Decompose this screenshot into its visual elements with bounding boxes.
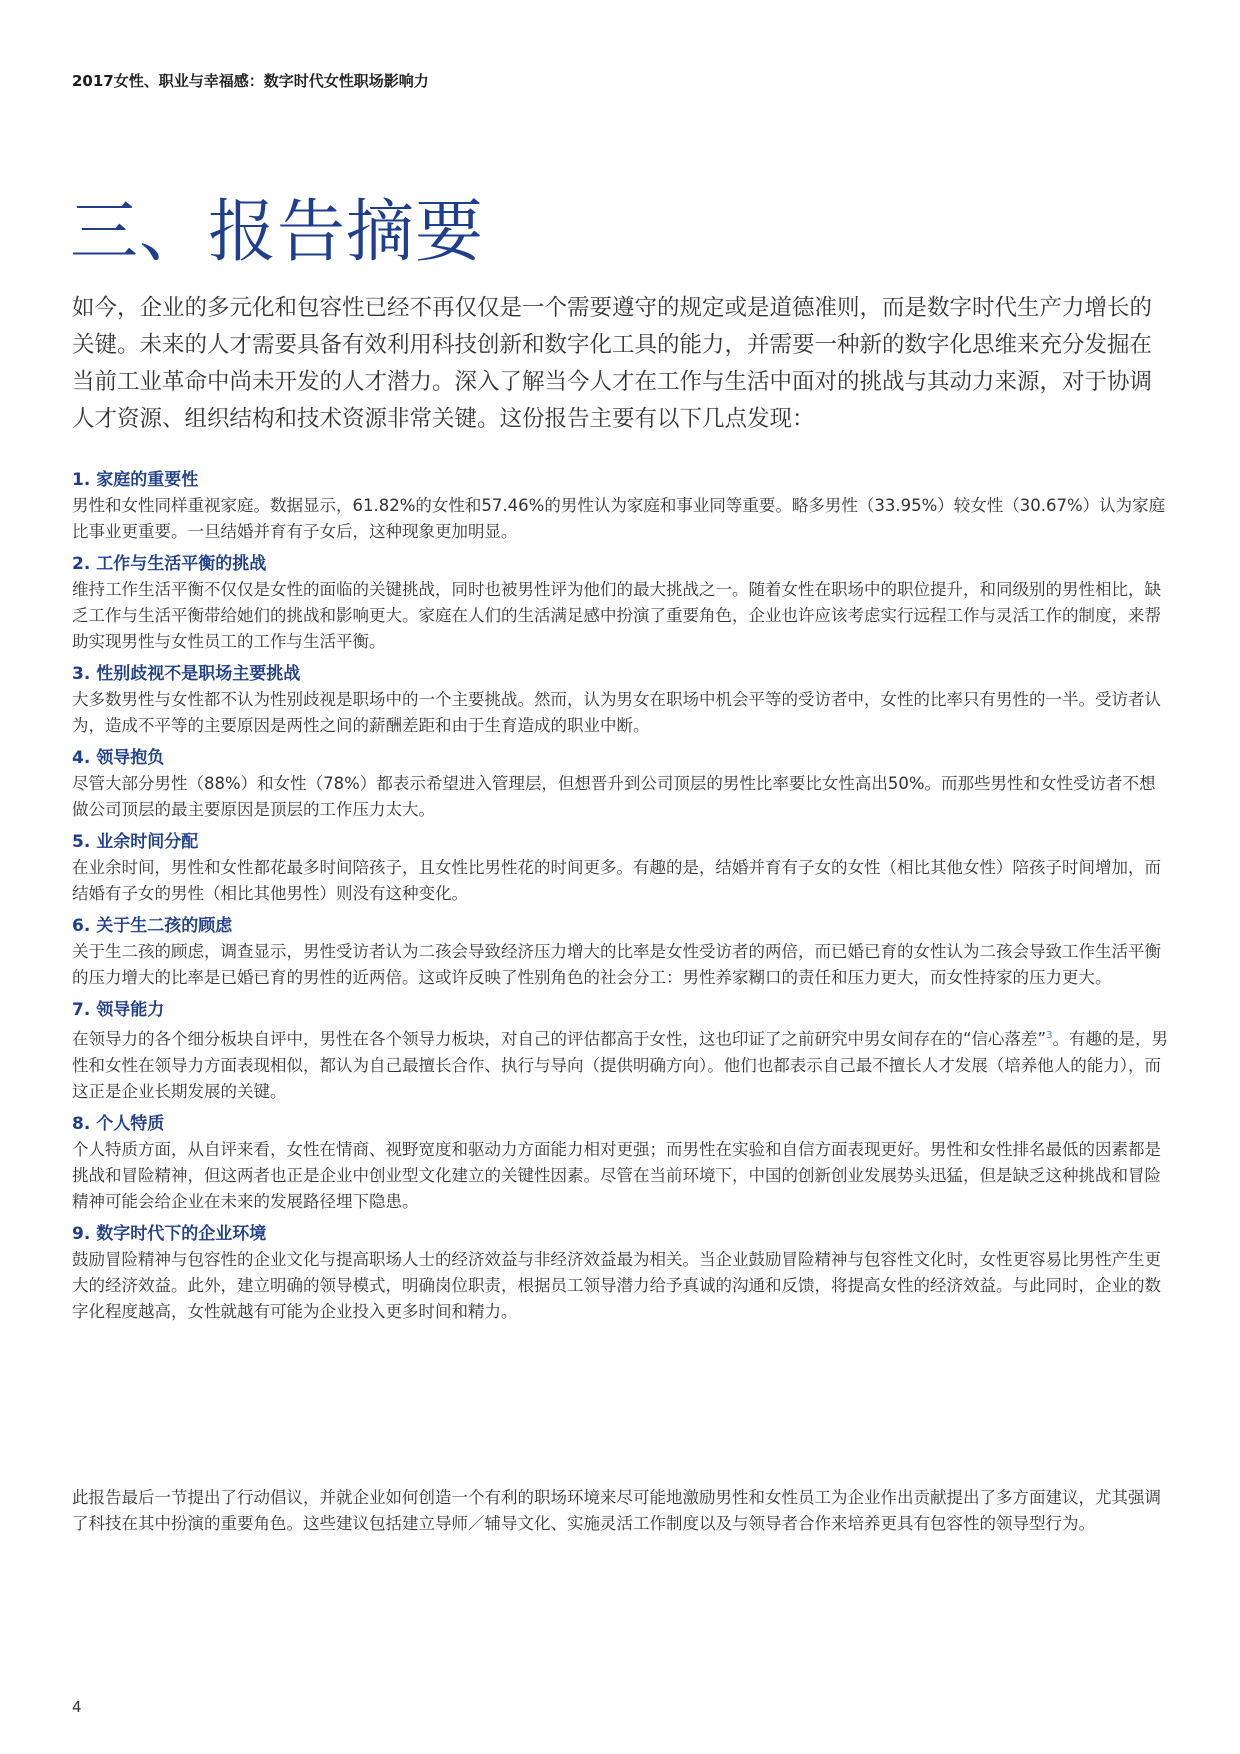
finding-body: 个人特质方面，从自评来看，女性在情商、视野宽度和驱动力方面能力相对更强；而男性在实验和自信方面表现更好。男性和女性排名最低的因素都是挑战和冒险精神，但这两者也正是企业中创业型文化建立的关键性因素。尽管在当前环境下，中国的创新创业发展势头迅猛，但是缺乏这种挑战和冒险精神可能会给企业在未来的发展路径埋下隐患。 bbox=[72, 1139, 1161, 1211]
page-number: 4 bbox=[72, 1698, 82, 1716]
finding-item bbox=[72, 997, 1172, 1105]
intro-paragraph: 如今，企业的多元化和包容性已经不再仅仅是一个需要遵守的规定或是道德准则，而是数字时代生产力增长的关键。未来的人才需要具备有效利用科技创新和数字化工具的能力，并需要一种新的数字化思维来充分发掘在当前工业革命中尚未开发的人才潜力。深入了解当今人才在工作与生活中面对的挑战与其动力来源，对于协调人才资源、组织结构和技术资源非常关键。这份报告主要有以下几点发现： bbox=[72, 295, 1153, 432]
finding-body bbox=[72, 1023, 1172, 1105]
findings-list bbox=[72, 467, 1172, 1331]
finding-item bbox=[72, 829, 1172, 907]
finding-body-text: 在领导力的各个细分板块自评中，男性在各个领导力板块，对自己的评估都高于女性，这也印证了之前研究中男女间存在的“信心落差” bbox=[72, 1029, 1047, 1049]
finding-body: 关于生二孩的顾虑，调查显示，男性受访者认为二孩会导致经济压力增大的比率是女性受访者的两倍，而已婚已育的女性认为二孩会导致工作生活平衡的压力增大的比率是已婚已育的男性的近两倍。这或许反映了性别角色的社会分工：男性养家糊口的责任和压力更大，而女性持家的压力更大。 bbox=[72, 942, 1161, 987]
finding-body: 维持工作生活平衡不仅仅是女性的面临的关键挑战，同时也被男性评为他们的最大挑战之一。随着女性在职场中的职位提升，和同级别的男性相比，缺乏工作与生活平衡带给她们的挑战和影响更大。家庭在人们的生活满足感中扮演了重要角色，企业也许应该考虑实行远程工作与灵活工作的制度，来帮助实现男性与女性员工的工作与生活平衡。 bbox=[72, 580, 1161, 651]
finding-body: 在业余时间，男性和女性都花最多时间陪孩子，且女性比男性花的时间更多。有趣的是，结婚并育有子女的女性（相比其他女性）陪孩子时间增加，而结婚有子女的男性（相比其他男性）则没有这种变化。 bbox=[72, 858, 1161, 903]
finding-item bbox=[72, 913, 1172, 991]
page-title: 三、报告摘要 bbox=[70, 192, 485, 272]
finding-heading: 3. 性别歧视不是职场主要挑战 bbox=[72, 664, 301, 684]
finding-body: 尽管大部分男性（88%）和女性（78%）都表示希望进入管理层，但想晋升到公司顶层的男性比率要比女性高出50%。而那些男性和女性受访者不想做公司顶层的最主要原因是顶层的工作压力太大。 bbox=[72, 774, 1156, 819]
finding-heading: 6. 关于生二孩的顾虑 bbox=[72, 916, 233, 936]
finding-item bbox=[72, 551, 1172, 655]
finding-item bbox=[72, 661, 1172, 739]
finding-body: 大多数男性与女性都不认为性别歧视是职场中的一个主要挑战。然而，认为男女在职场中机会平等的受访者中，女性的比率只有男性的一半。受访者认为，造成不平等的主要原因是两性之间的薪酬差距和由于生育造成的职业中断。 bbox=[72, 690, 1161, 735]
finding-item bbox=[72, 467, 1172, 545]
footnote-marker[interactable]: 3 bbox=[1046, 1030, 1053, 1041]
finding-body: 鼓励冒险精神与包容性的企业文化与提高职场人士的经济效益与非经济效益最为相关。当企业鼓励冒险精神与包容性文化时，女性更容易比男性产生更大的经济效益。此外，建立明确的领导模式，明确岗位职责，根据员工领导潜力给予真诚的沟通和反馈，将提高女性的经济效益。与此同时，企业的数字化程度越高，女性就越有可能为企业投入更多时间和精力。 bbox=[72, 1249, 1161, 1321]
finding-heading: 2. 工作与生活平衡的挑战 bbox=[72, 554, 267, 574]
finding-heading: 4. 领导抱负 bbox=[72, 748, 165, 768]
finding-body-text: 。有趣的是，男性和女性在领导力方面表现相似，都认为自己最擅长合作、执行与导向（提供明确方向）。他们也都表示自己最不擅长人才发展（培养他人的能力），而这正是企业长期发展的关键。 bbox=[72, 1029, 1168, 1101]
finding-heading: 1. 家庭的重要性 bbox=[72, 470, 199, 490]
report-header-title: 2017女性、职业与幸福感：数字时代女性职场影响力 bbox=[72, 72, 429, 90]
finding-heading: 9. 数字时代下的企业环境 bbox=[72, 1223, 267, 1244]
finding-body: 男性和女性同样重视家庭。数据显示，61.82%的女性和57.46%的男性认为家庭和事业同等重要。略多男性（33.95%）较女性（30.67%）认为家庭比事业更重要。一旦结婚并育有子女后，这种现象更加明显。 bbox=[72, 496, 1166, 541]
finding-heading: 7. 领导能力 bbox=[72, 1000, 165, 1020]
finding-heading: 8. 个人特质 bbox=[72, 1113, 165, 1134]
finding-item bbox=[72, 1111, 1172, 1215]
finding-item bbox=[72, 745, 1172, 823]
finding-heading: 5. 业余时间分配 bbox=[72, 832, 199, 852]
finding-item bbox=[72, 1221, 1172, 1325]
closing-paragraph: 此报告最后一节提出了行动倡议，并就企业如何创造一个有利的职场环境来尽可能地激励男性和女性员工为企业作出贡献提出了多方面建议，尤其强调了科技在其中扮演的重要角色。这些建议包括建立导师／辅导文化、实施灵活工作制度以及与领导者合作来培养更具有包容性的领导型行为。 bbox=[72, 1488, 1161, 1533]
